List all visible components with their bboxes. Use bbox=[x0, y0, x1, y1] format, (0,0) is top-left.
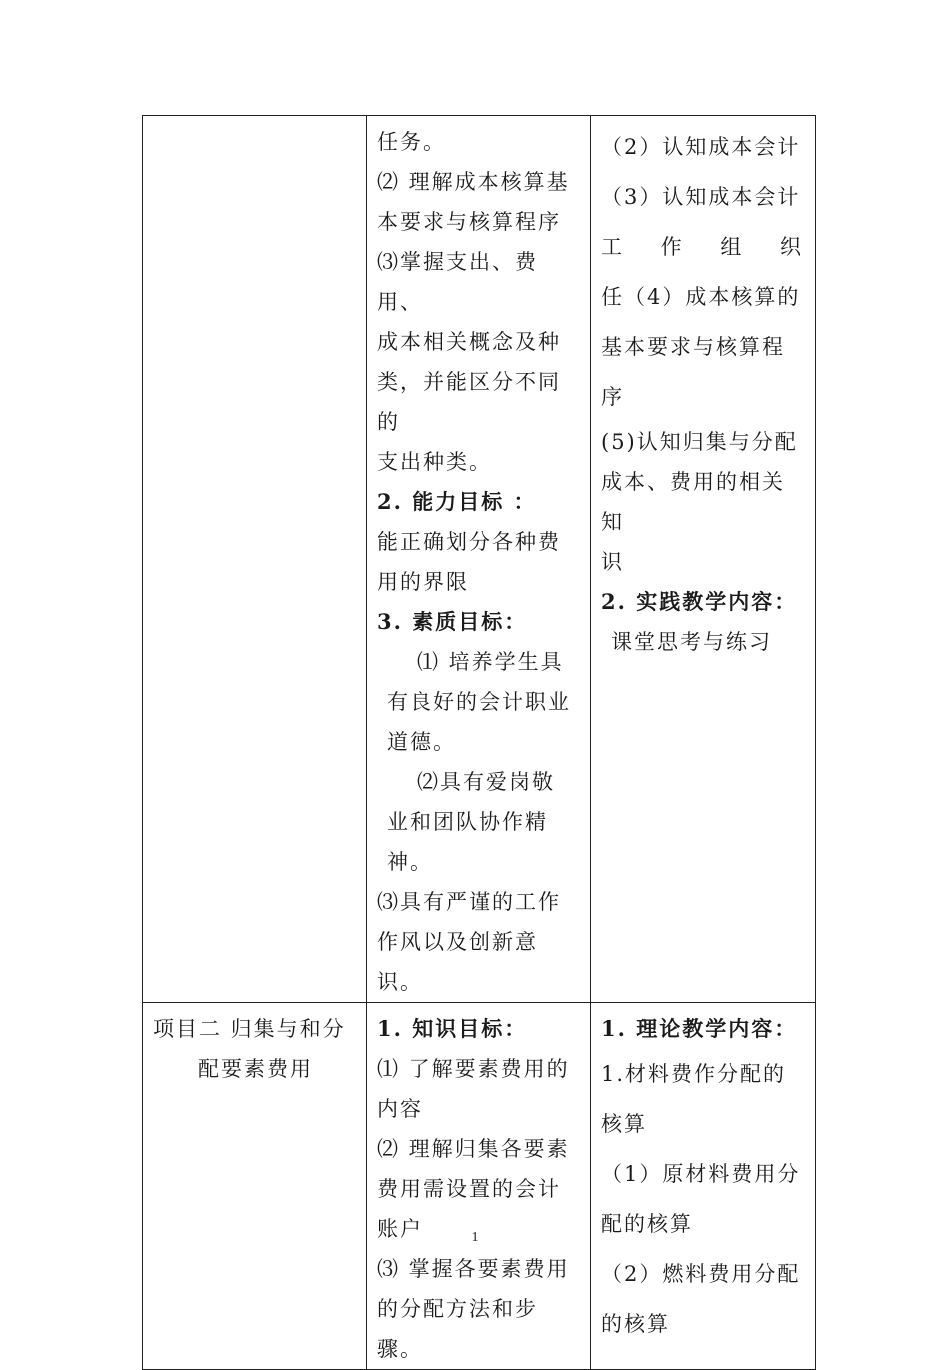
text-line: 任（4）成本核算的 bbox=[601, 285, 801, 309]
word: 织 bbox=[779, 235, 803, 259]
text-line: ⑵ 理解成本核算基 bbox=[377, 170, 570, 194]
text-line: 序 bbox=[601, 385, 624, 409]
text-line: 成本、费用的相关知 bbox=[601, 470, 785, 534]
text-line: 课堂思考与练习 bbox=[611, 630, 772, 654]
knowledge-heading: 1. 知识目标： bbox=[377, 1016, 528, 1041]
text-line: ⑴ 培养学生具 bbox=[417, 650, 564, 674]
text-line: 基本要求与核算程 bbox=[601, 335, 785, 359]
text-line: ⑴ 了解要素费用的 bbox=[377, 1057, 570, 1081]
content-cell bbox=[591, 116, 816, 1003]
text-line: （3）认知成本会计 bbox=[601, 185, 801, 209]
project-title: 项目二 归集与和分 bbox=[153, 1017, 346, 1041]
text-line: 任务。 bbox=[377, 130, 446, 154]
text-line: 的分配方法和步骤。 bbox=[377, 1297, 538, 1361]
word: 工 bbox=[601, 235, 624, 259]
text-line: 账户 bbox=[377, 1217, 423, 1241]
text-line: 费用需设置的会计 bbox=[377, 1177, 561, 1201]
text-line: ⑵具有爱岗敬 bbox=[417, 770, 555, 794]
text-line: 支出种类。 bbox=[377, 450, 492, 474]
theory-heading: 1. 理论教学内容： bbox=[601, 1016, 798, 1041]
text-line: ⑵ 理解归集各要素 bbox=[377, 1137, 570, 1161]
text-line: （1）原材料费用分 bbox=[601, 1162, 801, 1186]
practice-heading: 2. 实践教学内容： bbox=[601, 589, 798, 614]
text-line: （2）认知成本会计 bbox=[601, 135, 801, 159]
objectives-cell bbox=[367, 1003, 591, 1370]
text-line: 业和团队协作精 bbox=[387, 810, 548, 834]
text-line: 成本相关概念及种 bbox=[377, 330, 561, 354]
text-line: 作风以及创新意识。 bbox=[377, 930, 538, 994]
text-line: （2）燃料费用分配 bbox=[601, 1262, 801, 1286]
table-row bbox=[143, 1003, 816, 1370]
text-line: (5)认知归集与分配 bbox=[601, 430, 798, 454]
project-cell bbox=[143, 116, 367, 1003]
text-line: ⑶掌握支出、费用、 bbox=[377, 250, 538, 314]
text-line: 内容 bbox=[377, 1097, 423, 1121]
ability-heading: 2. 能力目标 ： bbox=[377, 489, 537, 514]
text-line: 的核算 bbox=[601, 1312, 670, 1336]
text-line: 用的界限 bbox=[377, 570, 469, 594]
text-line: 核算 bbox=[601, 1112, 647, 1136]
content-cell bbox=[591, 1003, 816, 1370]
word: 组 bbox=[720, 235, 744, 259]
text-line: 道德。 bbox=[387, 730, 456, 754]
text-line: 能正确划分各种费 bbox=[377, 530, 561, 554]
table-row bbox=[143, 116, 816, 1003]
text-line: 识 bbox=[601, 550, 624, 574]
word: 作 bbox=[660, 235, 684, 259]
text-line: ⑶ 掌握各要素费用 bbox=[377, 1257, 570, 1281]
objectives-cell bbox=[367, 116, 591, 1003]
text-line: 神。 bbox=[387, 850, 433, 874]
text-line: 类，并能区分不同的 bbox=[377, 370, 561, 434]
text-line bbox=[601, 222, 807, 272]
text-line: 本要求与核算程序 bbox=[377, 210, 561, 234]
quality-heading: 3. 素质目标： bbox=[377, 609, 528, 634]
page-number: 1 bbox=[471, 1230, 479, 1245]
text-line: 配的核算 bbox=[601, 1212, 693, 1236]
text-line: 有良好的会计职业 bbox=[387, 690, 571, 714]
syllabus-table bbox=[142, 115, 816, 1370]
project-title: 配要素费用 bbox=[198, 1057, 313, 1081]
text-line: 1.材料费作分配的 bbox=[601, 1062, 787, 1086]
text-line: ⑶具有严谨的工作 bbox=[377, 890, 561, 914]
project-cell bbox=[143, 1003, 367, 1370]
